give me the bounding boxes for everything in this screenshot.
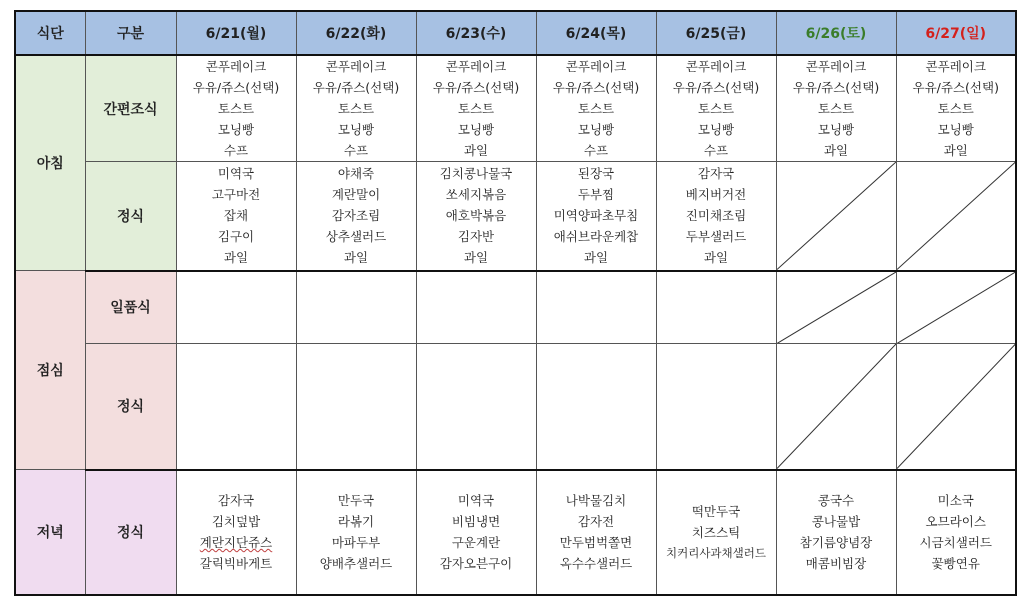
menu-item: 오므라이스 — [925, 514, 986, 529]
menu-item: 참기름양념장 — [799, 535, 873, 550]
menu-item: 수프 — [703, 143, 729, 158]
simple-cell — [656, 55, 776, 162]
menu-item: 구운계란 — [451, 535, 501, 550]
menu-item: 콘푸레이크 — [325, 59, 387, 74]
menu-item: 마파두부 — [331, 535, 381, 550]
menu-item: 김치콩나물국 — [439, 166, 513, 182]
menu-item: 감자오븐구이 — [439, 556, 513, 571]
breakfast-regular-cell — [296, 162, 416, 271]
empty-cell — [176, 344, 296, 470]
simple-cell — [176, 55, 296, 162]
menu-item: 토스트 — [577, 101, 615, 116]
empty-cell — [536, 271, 656, 344]
dinner-cell — [296, 470, 416, 595]
lunch-single-row — [15, 271, 1016, 344]
menu-item: 라볶기 — [337, 514, 375, 529]
empty-cell-diagonal — [776, 162, 896, 271]
menu-item: 감자조림 — [331, 208, 381, 224]
simple-cell — [536, 55, 656, 162]
menu-item: 미역양파초무침 — [553, 208, 639, 224]
day-header-sunday: 6/27(일) — [896, 11, 1016, 55]
header-row — [15, 11, 1016, 55]
menu-item: 모닝빵 — [937, 122, 974, 137]
day-header: 6/22(화) — [296, 11, 416, 55]
menu-item: 토스트 — [337, 101, 375, 116]
empty-cell — [176, 271, 296, 344]
menu-item: 김자반 — [457, 229, 495, 245]
menu-item: 우유/쥬스(선택) — [672, 80, 760, 95]
breakfast-regular-row — [15, 162, 1016, 271]
empty-cell — [536, 344, 656, 470]
menu-item: 콘푸레이크 — [565, 59, 627, 74]
day-header: 6/24(목) — [536, 11, 656, 55]
menu-item: 애호박볶음 — [445, 208, 507, 224]
empty-cell — [656, 271, 776, 344]
breakfast-regular-cell — [536, 162, 656, 271]
menu-item: 과일 — [943, 143, 968, 158]
empty-cell-diagonal — [896, 344, 1016, 470]
simple-cell — [296, 55, 416, 162]
menu-item: 미소국 — [937, 493, 974, 508]
meal-label-breakfast: 아침 — [15, 55, 85, 271]
empty-cell-diagonal — [776, 271, 896, 344]
dinner-cell — [656, 470, 776, 595]
dinner-cell — [416, 470, 536, 595]
day-header: 6/21(월) — [176, 11, 296, 55]
menu-item: 수프 — [343, 143, 369, 158]
dinner-cell — [536, 470, 656, 595]
menu-item: 베지버거전 — [685, 187, 747, 203]
menu-item: 감자국 — [217, 493, 255, 508]
breakfast-simple-row — [15, 55, 1016, 162]
menu-item: 과일 — [583, 250, 609, 266]
menu-item: 모닝빵 — [577, 122, 615, 137]
menu-item: 계란말이 — [331, 187, 381, 203]
breakfast-regular-cell — [656, 162, 776, 271]
menu-item: 모닝빵 — [457, 122, 495, 137]
menu-item: 진미채조림 — [685, 208, 747, 224]
lunch-regular-row — [15, 344, 1016, 470]
empty-cell-diagonal — [896, 162, 1016, 271]
menu-item: 두부찜 — [577, 187, 615, 203]
menu-item: 우유/쥬스(선택) — [312, 80, 400, 95]
simple-cell — [416, 55, 536, 162]
menu-item: 우유/쥬스(선택) — [192, 80, 280, 95]
menu-item: 우유/쥬스(선택) — [912, 80, 999, 95]
menu-item: 모닝빵 — [337, 122, 375, 137]
menu-item: 감자국 — [697, 166, 735, 182]
menu-item: 모닝빵 — [817, 122, 855, 137]
empty-cell-diagonal — [896, 271, 1016, 344]
menu-item: 감자전 — [577, 514, 615, 529]
simple-cell — [896, 55, 1016, 162]
menu-item: 모닝빵 — [697, 122, 735, 137]
dinner-cell — [896, 470, 1016, 595]
menu-item: 치커리사과채샐러드 — [666, 545, 766, 560]
empty-cell — [416, 344, 536, 470]
menu-item: 고구마전 — [211, 187, 261, 203]
dinner-row — [15, 470, 1016, 595]
menu-item: 과일 — [823, 143, 849, 158]
menu-item: 토스트 — [817, 101, 855, 116]
empty-cell — [296, 271, 416, 344]
menu-item: 된장국 — [577, 166, 615, 182]
menu-item: 토스트 — [697, 101, 735, 116]
menu-item: 수프 — [583, 143, 609, 158]
menu-item: 콘푸레이크 — [685, 59, 747, 74]
menu-item: 수프 — [223, 143, 249, 158]
category-regular-dinner: 정식 — [85, 470, 176, 595]
empty-cell — [296, 344, 416, 470]
simple-cell — [776, 55, 896, 162]
meal-plan-table — [14, 10, 1017, 596]
category-regular-breakfast: 정식 — [85, 162, 176, 271]
menu-item: 애쉬브라운케찹 — [553, 229, 639, 245]
menu-item: 우유/쥬스(선택) — [552, 80, 640, 95]
menu-item: 김구이 — [217, 229, 255, 245]
empty-cell — [416, 271, 536, 344]
menu-item: 미역국 — [217, 166, 255, 182]
menu-item: 콘푸레이크 — [445, 59, 507, 74]
menu-item: 우유/쥬스(선택) — [432, 80, 520, 95]
breakfast-regular-cell — [176, 162, 296, 271]
menu-item: 양배추샐러드 — [319, 556, 393, 571]
menu-item: 잡채 — [223, 208, 249, 224]
menu-item: 토스트 — [457, 101, 495, 116]
day-header: 6/25(금) — [656, 11, 776, 55]
menu-item: 꽃빵연유 — [931, 556, 980, 571]
day-header: 6/23(수) — [416, 11, 536, 55]
category-header: 구분 — [85, 11, 176, 55]
menu-item: 비빔냉면 — [451, 514, 501, 529]
menu-item: 치즈스틱 — [691, 524, 741, 540]
menu-item: 모닝빵 — [217, 122, 255, 137]
category-simple-breakfast: 간편조식 — [85, 55, 176, 162]
menu-item: 콩나물밥 — [811, 514, 861, 529]
menu-item: 매콤비빔장 — [805, 556, 867, 571]
menu-item: 과일 — [463, 250, 489, 266]
menu-item: 갈릭빅바게트 — [199, 556, 273, 571]
menu-item: 옥수수샐러드 — [559, 556, 633, 571]
meal-label-lunch: 점심 — [15, 271, 85, 470]
menu-item: 시금치샐러드 — [919, 535, 992, 550]
menu-item: 우유/쥬스(선택) — [792, 80, 880, 95]
menu-item: 콩국수 — [817, 493, 855, 508]
menu-item: 과일 — [223, 250, 249, 266]
menu-item: 계란지단쥬스 — [199, 535, 273, 550]
menu-item: 두부샐러드 — [685, 229, 747, 245]
day-header-saturday: 6/26(토) — [776, 11, 896, 55]
menu-item: 콘푸레이크 — [205, 59, 267, 74]
menu-item: 만두범벅쫄면 — [559, 535, 633, 550]
menu-item: 야채죽 — [337, 166, 375, 182]
menu-item: 토스트 — [217, 101, 255, 116]
menu-item: 떡만두국 — [691, 503, 741, 519]
menu-item: 상추샐러드 — [325, 229, 387, 245]
meal-label-dinner: 저녁 — [15, 470, 85, 595]
empty-cell — [656, 344, 776, 470]
category-single: 일품식 — [85, 271, 176, 344]
menu-item: 만두국 — [337, 493, 375, 508]
menu-item: 과일 — [343, 250, 369, 266]
meal-header: 식단 — [15, 11, 85, 55]
category-regular-lunch: 정식 — [85, 344, 176, 470]
empty-cell-diagonal — [776, 344, 896, 470]
menu-item: 콘푸레이크 — [925, 59, 986, 74]
menu-item: 과일 — [463, 143, 489, 158]
menu-item: 과일 — [703, 250, 729, 266]
menu-item: 김치덮밥 — [211, 514, 261, 529]
breakfast-regular-cell — [416, 162, 536, 271]
dinner-cell — [776, 470, 896, 595]
menu-item: 콘푸레이크 — [805, 59, 867, 74]
menu-item: 쏘세지볶음 — [445, 187, 507, 203]
dinner-cell — [176, 470, 296, 595]
menu-item: 미역국 — [457, 493, 495, 508]
menu-item: 나박물김치 — [565, 493, 627, 508]
menu-item: 토스트 — [937, 101, 974, 116]
